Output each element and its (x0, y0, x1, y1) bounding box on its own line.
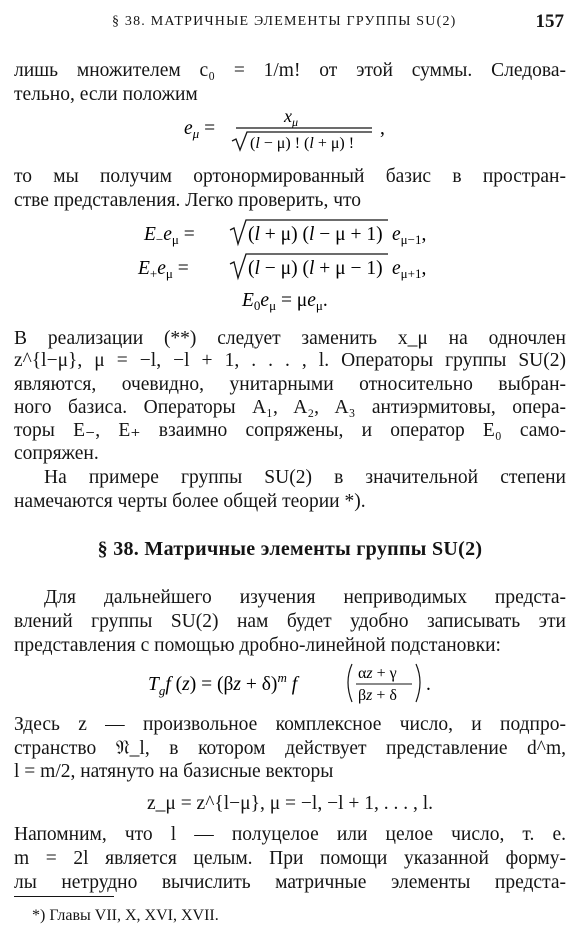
formula-E-zero: $E_0e_\mu = \mu e_\mu$. (242, 290, 328, 313)
formula-e-mu-lhs: $e_\mu$ = (184, 118, 216, 141)
text-line: то мы получим ортонормированный базис в простран- (14, 166, 566, 187)
formula-E-plus: $E_+e_\mu$ = (138, 258, 189, 281)
text-line: Для дальнейшего изучения неприводимых предста- (44, 587, 566, 608)
text-line: лы нетрудно вычислить матричные элементы предста- (14, 872, 566, 893)
formula-E-minus: $E_-e_\mu$ = (144, 224, 195, 247)
formula-Tg-lhs: $T_gf$ $(z) = (\beta z + \delta)^m$ f (148, 670, 298, 698)
formula-e-mu-comma: , (380, 118, 385, 139)
formula-E-plus-radicand: (l − μ) (l + μ − 1) (248, 258, 383, 279)
text-line: являются, очевидно, унитарными относительно выбран- (14, 374, 566, 395)
formula-E-minus-radicand: (l + μ) (l − μ + 1) (248, 224, 383, 245)
running-head (0, 12, 580, 36)
paren-left (348, 664, 352, 702)
text-line: намечаются черты более общей теории *). (14, 491, 366, 512)
text-line: z^{l−μ}, μ = −l, −l + 1, . . . , l. Операторы группы SU(2) (14, 350, 566, 371)
page-number: 157 (535, 11, 564, 32)
formula-Tg-numerator: αz + γ (358, 665, 397, 682)
formula-Tg-period: . (426, 674, 431, 695)
paren-right (416, 664, 420, 702)
text-line: странство 𝔑_l, в котором действует представление d^m, (14, 738, 566, 759)
text-line: тельно, если положим (14, 84, 198, 105)
text-line: m = 2l является целым. При помощи указанной форму- (14, 848, 566, 869)
formula-e-mu-denominator: (l − μ) ! (l + μ) ! (250, 135, 355, 152)
formula-E-plus-rhs: $e_{\mu+1}$, (392, 258, 427, 281)
text-line: представления с помощью дробно-линейной подстановки: (14, 635, 501, 656)
running-head-title: § 38. МАТРИЧНЫЕ ЭЛЕМЕНТЫ ГРУППЫ SU(2) (112, 14, 457, 29)
text-line: l = m/2, натянуто на базисные векторы (14, 761, 334, 782)
section-heading: § 38. Матричные элементы группы SU(2) (97, 538, 483, 560)
formula-Tg-denominator: βz + δ (358, 687, 397, 704)
formula-e-mu-numerator: $x_\mu$ (284, 106, 299, 129)
formula-E-minus-rhs: $e_{\mu-1}$, (392, 224, 427, 247)
text-line: торы E₋, E₊ взаимно сопряжены, и оператор E₀ само- (14, 420, 566, 441)
text-line: Напомним, что l — полуцелое или целое число, т. е. (14, 824, 566, 845)
text-line: стве представления. Легко проверить, что (14, 190, 362, 211)
footnote: *) Главы VII, X, XVI, XVII. (32, 907, 219, 924)
footnote-rule (14, 896, 114, 897)
formula-e-mu-graphic (184, 102, 404, 154)
formula-Tg-graphic (148, 660, 431, 708)
text-line: лишь множителем c₀ = 1/m! от этой суммы. Следова- (14, 60, 566, 81)
formula-z-mu: z_μ = z^{l−μ}, μ = −l, −l + 1, . . . , l. (146, 793, 434, 814)
text-line: ного базиса. Операторы A₁, A₂, A₃ антиэрмитовы, опера- (14, 397, 566, 418)
text-line: На примере группы SU(2) в значительной степени (44, 467, 566, 488)
text-line: сопряжен. (14, 443, 99, 464)
text-line: Здесь z — произвольное комплексное число, и подпро- (14, 714, 566, 735)
text-line: влений группы SU(2) нам будет удобно записывать эти (14, 611, 566, 632)
formula-E-graphic (138, 216, 458, 316)
text-line: В реализации (**) следует заменить x_μ на одночлен (14, 328, 566, 349)
